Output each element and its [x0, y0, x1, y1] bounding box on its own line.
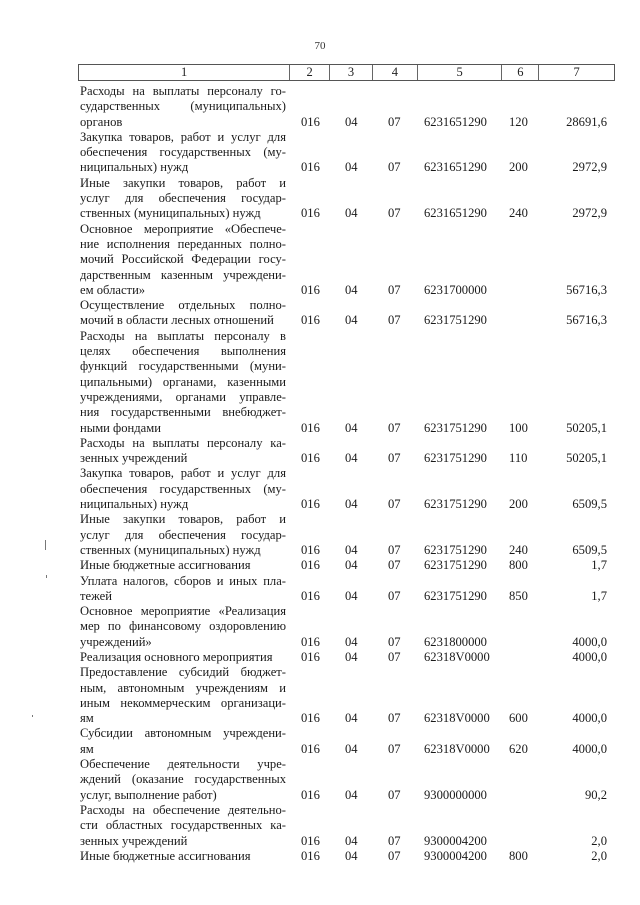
- table-row: [80, 604, 615, 650]
- section-code: 04: [345, 451, 358, 466]
- section-code: 04: [345, 634, 358, 649]
- expense-type-code: 600: [509, 711, 528, 726]
- admin-code: 016: [301, 542, 320, 557]
- description-line: ным, автономным учреждениям и: [80, 680, 286, 695]
- subsection-code: 07: [388, 848, 401, 863]
- description-line: мочий в области лесных отношений: [80, 313, 274, 328]
- admin-code: 016: [301, 206, 320, 221]
- expense-type-code: 100: [509, 420, 528, 435]
- table-row: [80, 803, 615, 849]
- row-description: [80, 222, 288, 298]
- description-line: Иные закупки товаров, работ и: [80, 175, 286, 190]
- table-row: [80, 650, 615, 665]
- amount: 2972,9: [572, 206, 607, 221]
- subsection-code: 07: [388, 588, 401, 603]
- amount: 4000,0: [572, 649, 607, 664]
- description-line: учреждений»: [80, 634, 152, 649]
- description-line: ственных (муниципальных) нужд: [80, 206, 261, 221]
- header-col-5: 5: [418, 65, 503, 80]
- expense-type-code: 800: [509, 848, 528, 863]
- target-article-code: 6231651290: [424, 160, 487, 175]
- section-code: 04: [345, 282, 358, 297]
- subsection-code: 07: [388, 114, 401, 129]
- scan-artifact: [45, 540, 46, 550]
- section-code: 04: [345, 649, 358, 664]
- amount: 2,0: [591, 848, 607, 863]
- subsection-code: 07: [388, 787, 401, 802]
- description-line: целях обеспечения выполнения: [80, 344, 286, 359]
- header-col-6: 6: [502, 65, 539, 80]
- row-description: [80, 650, 288, 665]
- section-code: 04: [345, 711, 358, 726]
- target-article-code: 6231751290: [424, 588, 487, 603]
- section-code: 04: [345, 114, 358, 129]
- subsection-code: 07: [388, 282, 401, 297]
- description-line: зенных учреждений: [80, 451, 188, 466]
- section-code: 04: [345, 497, 358, 512]
- row-description: [80, 466, 288, 512]
- header-col-3: 3: [330, 65, 373, 80]
- table-row: [80, 176, 615, 222]
- section-code: 04: [345, 833, 358, 848]
- row-description: [80, 604, 288, 650]
- header-col-2: 2: [290, 65, 330, 80]
- table-row: [80, 512, 615, 558]
- admin-code: 016: [301, 649, 320, 664]
- description-line: сударственных (муниципальных): [80, 99, 286, 114]
- amount: 6509,5: [572, 542, 607, 557]
- admin-code: 016: [301, 282, 320, 297]
- subsection-code: 07: [388, 634, 401, 649]
- section-code: 04: [345, 787, 358, 802]
- description-line: ниципальных) нужд: [80, 160, 189, 175]
- expense-type-code: 240: [509, 206, 528, 221]
- section-code: 04: [345, 420, 358, 435]
- admin-code: 016: [301, 741, 320, 756]
- description-line: ными фондами: [80, 420, 161, 435]
- admin-code: 016: [301, 787, 320, 802]
- target-article-code: 6231751290: [424, 313, 487, 328]
- header-col-7: 7: [573, 65, 580, 79]
- target-article-code: 6231751290: [424, 420, 487, 435]
- row-description: [80, 298, 288, 329]
- section-code: 04: [345, 542, 358, 557]
- table-row: [80, 665, 615, 726]
- subsection-code: 07: [388, 206, 401, 221]
- section-code: 04: [345, 588, 358, 603]
- target-article-code: 62318V0000: [424, 711, 490, 726]
- description-line: обеспечения государственных (му-: [80, 145, 286, 160]
- row-description: [80, 329, 288, 436]
- target-article-code: 6231751290: [424, 558, 487, 573]
- description-line: органов: [80, 114, 123, 129]
- table-row: [80, 466, 615, 512]
- description-line: Закупка товаров, работ и услуг для: [80, 466, 286, 481]
- description-line: ждений (оказание государственных: [80, 772, 286, 787]
- expense-type-code: 110: [509, 451, 528, 466]
- description-line: ям: [80, 711, 94, 726]
- description-line: иным некоммерческим организаци-: [80, 695, 286, 710]
- description-line: ниципальных) нужд: [80, 497, 189, 512]
- target-article-code: 9300004200: [424, 833, 487, 848]
- description-line: зенных учреждений: [80, 833, 188, 848]
- admin-code: 016: [301, 588, 320, 603]
- description-line: Осуществление отдельных полно-: [80, 298, 286, 313]
- description-line: дарственным казенным учреждени-: [80, 267, 286, 282]
- admin-code: 016: [301, 497, 320, 512]
- description-line: тежей: [80, 588, 112, 603]
- row-description: [80, 803, 288, 849]
- page-number: 70: [314, 40, 326, 52]
- description-line: обеспечения государственных (му-: [80, 481, 286, 496]
- description-line: Предоставление субсидий бюджет-: [80, 665, 286, 680]
- description-line: Основное мероприятие «Обеспече-: [80, 221, 286, 236]
- amount: 4000,0: [572, 741, 607, 756]
- expense-type-code: 200: [509, 160, 528, 175]
- scan-artifact: [46, 575, 47, 578]
- section-code: 04: [345, 741, 358, 756]
- description-line: ципальными) органами, казенными: [80, 374, 286, 389]
- description-line: ния государственными внебюджет-: [80, 405, 286, 420]
- target-article-code: 6231651290: [424, 114, 487, 129]
- description-line: учреждениями, органами управле-: [80, 389, 286, 404]
- description-line: Расходы на выплаты персоналу в: [80, 328, 286, 343]
- description-line: Иные закупки товаров, работ и: [80, 512, 286, 527]
- table-row: [80, 298, 615, 329]
- expense-type-code: 620: [509, 741, 528, 756]
- section-code: 04: [345, 206, 358, 221]
- row-description: [80, 558, 288, 573]
- subsection-code: 07: [388, 649, 401, 664]
- subsection-code: 07: [388, 542, 401, 557]
- amount: 50205,1: [566, 451, 607, 466]
- target-article-code: 6231751290: [424, 542, 487, 557]
- subsection-code: 07: [388, 497, 401, 512]
- admin-code: 016: [301, 114, 320, 129]
- description-line: услуг для обеспечения государ-: [80, 191, 286, 206]
- section-code: 04: [345, 160, 358, 175]
- description-line: мер по финансовому оздоровлению: [80, 619, 286, 634]
- subsection-code: 07: [388, 833, 401, 848]
- table-row: [80, 558, 615, 573]
- table-row: [80, 436, 615, 467]
- admin-code: 016: [301, 848, 320, 863]
- table-row: [80, 130, 615, 176]
- description-line: ям: [80, 741, 94, 756]
- amount: 56716,3: [566, 313, 607, 328]
- target-article-code: 6231700000: [424, 282, 487, 297]
- header-col-4: 4: [373, 65, 418, 80]
- row-description: [80, 849, 288, 864]
- description-line: Субсидии автономным учреждени-: [80, 726, 286, 741]
- description-line: услуг, выполнение работ): [80, 787, 217, 802]
- description-line: Уплата налогов, сборов и иных пла-: [80, 573, 286, 588]
- amount: 4000,0: [572, 634, 607, 649]
- subsection-code: 07: [388, 160, 401, 175]
- description-line: Реализация основного мероприятия: [80, 649, 273, 664]
- amount: 1,7: [591, 588, 607, 603]
- expense-type-code: 120: [509, 114, 528, 129]
- admin-code: 016: [301, 313, 320, 328]
- target-article-code: 6231751290: [424, 497, 487, 512]
- section-code: 04: [345, 313, 358, 328]
- target-article-code: 9300004200: [424, 848, 487, 863]
- description-line: мочий Российской Федерации госу-: [80, 252, 286, 267]
- expense-type-code: 240: [509, 542, 528, 557]
- table-body: [80, 84, 615, 864]
- scan-artifact: [32, 715, 33, 717]
- row-description: [80, 665, 288, 726]
- table-header: [78, 64, 615, 81]
- amount: 6509,5: [572, 497, 607, 512]
- description-line: Обеспечение деятельности учре-: [80, 757, 286, 772]
- target-article-code: 6231651290: [424, 206, 487, 221]
- admin-code: 016: [301, 634, 320, 649]
- subsection-code: 07: [388, 558, 401, 573]
- section-code: 04: [345, 848, 358, 863]
- description-line: Иные бюджетные ассигнования: [80, 558, 251, 573]
- subsection-code: 07: [388, 711, 401, 726]
- admin-code: 016: [301, 711, 320, 726]
- amount: 50205,1: [566, 420, 607, 435]
- target-article-code: 9300000000: [424, 787, 487, 802]
- admin-code: 016: [301, 420, 320, 435]
- description-line: Расходы на выплаты персоналу го-: [80, 84, 286, 98]
- amount: 2,0: [591, 833, 607, 848]
- row-description: [80, 726, 288, 757]
- row-description: [80, 512, 288, 558]
- subsection-code: 07: [388, 420, 401, 435]
- table-row: [80, 849, 615, 864]
- description-line: Расходы на обеспечение деятельно-: [80, 802, 286, 817]
- description-line: ние исполнения переданных полно-: [80, 236, 286, 251]
- subsection-code: 07: [388, 451, 401, 466]
- description-line: ственных (муниципальных) нужд: [80, 542, 261, 557]
- expense-type-code: 850: [509, 588, 528, 603]
- amount: 1,7: [591, 558, 607, 573]
- row-description: [80, 757, 288, 803]
- table-row: [80, 329, 615, 436]
- amount: 90,2: [584, 787, 607, 802]
- amount: 4000,0: [572, 711, 607, 726]
- expense-type-code: 800: [509, 558, 528, 573]
- row-description: [80, 84, 288, 130]
- section-code: 04: [345, 558, 358, 573]
- row-description: [80, 130, 288, 176]
- amount: 28691,6: [566, 114, 607, 129]
- target-article-code: 62318V0000: [424, 649, 490, 664]
- admin-code: 016: [301, 558, 320, 573]
- table-row: [80, 726, 615, 757]
- target-article-code: 6231800000: [424, 634, 487, 649]
- target-article-code: 62318V0000: [424, 741, 490, 756]
- table-row: [80, 222, 615, 298]
- admin-code: 016: [301, 451, 320, 466]
- admin-code: 016: [301, 160, 320, 175]
- row-description: [80, 574, 288, 605]
- description-line: Иные бюджетные ассигнования: [80, 848, 251, 863]
- amount: 56716,3: [566, 282, 607, 297]
- subsection-code: 07: [388, 313, 401, 328]
- table-row: [80, 84, 615, 130]
- target-article-code: 6231751290: [424, 451, 487, 466]
- table-row: [80, 574, 615, 605]
- description-line: Закупка товаров, работ и услуг для: [80, 129, 286, 144]
- description-line: услуг для обеспечения государ-: [80, 527, 286, 542]
- description-line: функций государственными (муни-: [80, 359, 286, 374]
- description-line: Основное мероприятие «Реализация: [80, 604, 286, 619]
- table-row: [80, 757, 615, 803]
- expense-type-code: 200: [509, 497, 528, 512]
- row-description: [80, 436, 288, 467]
- description-line: сти областных государственных ка-: [80, 818, 286, 833]
- description-line: Расходы на выплаты персоналу ка-: [80, 435, 286, 450]
- description-line: ем области»: [80, 282, 146, 297]
- subsection-code: 07: [388, 741, 401, 756]
- header-col-1: 1: [79, 65, 290, 80]
- admin-code: 016: [301, 833, 320, 848]
- amount: 2972,9: [572, 160, 607, 175]
- row-description: [80, 176, 288, 222]
